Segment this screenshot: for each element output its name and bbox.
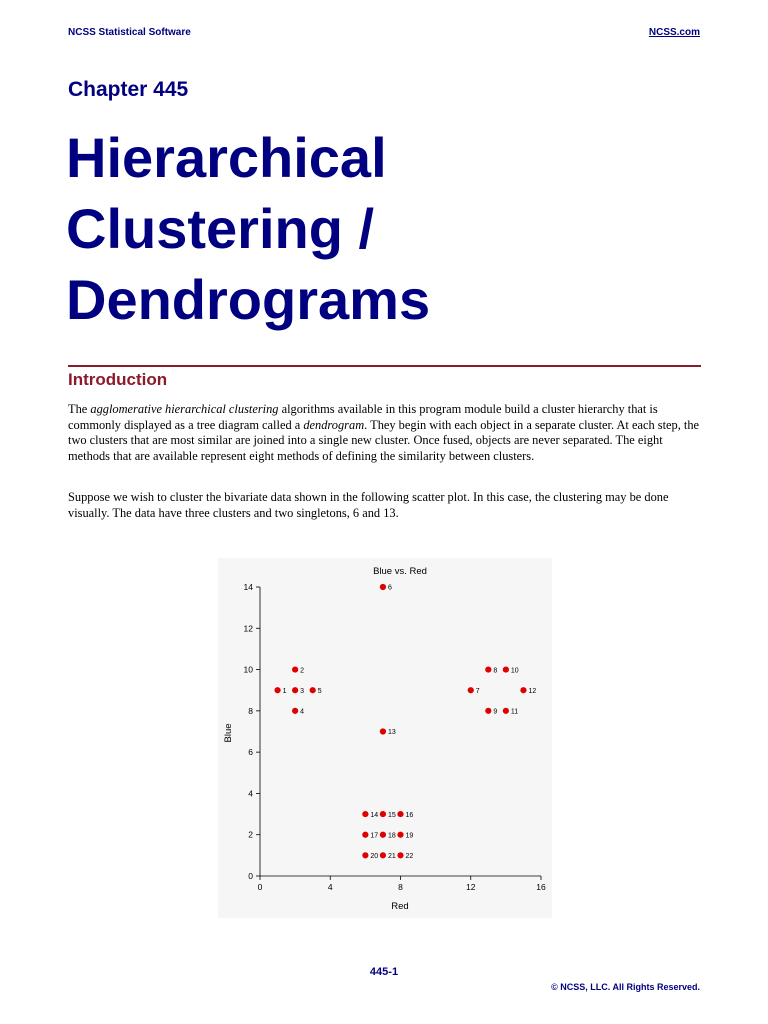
scatter-plot [218,558,552,918]
point-label-18: 18 [387,832,396,840]
data-point-2 [292,666,298,672]
data-point-10 [503,666,509,672]
data-point-17 [362,832,368,838]
x-tick-label: 4 [327,882,333,892]
point-label-22: 22 [405,853,414,861]
y-tick-label: 0 [248,871,253,881]
data-point-5 [310,687,316,693]
point-label-7: 7 [475,687,480,695]
point-label-13: 13 [387,729,396,737]
page-number: 445-1 [369,966,399,978]
point-label-15: 15 [387,811,396,819]
point-label-1: 1 [282,687,287,695]
data-point-12 [520,687,526,693]
data-point-3 [292,687,298,693]
intro-text-3: . They begin with each object in a separate cluster. At each step, the two clusters that are most similar are joined into a single new cluster. Once fused, objects are never separated. The eight methods that are available represent eight methods of defining the similarity between clusters. [68,417,700,463]
chapter-number: Chapter 445 [68,78,189,101]
x-axis-label: Red [391,901,409,912]
point-label-21: 21 [387,853,396,861]
point-label-4: 4 [300,708,305,716]
point-label-11: 11 [510,708,519,716]
point-label-9: 9 [493,708,498,716]
y-tick-label: 8 [248,705,253,716]
point-label-2: 2 [300,667,305,675]
data-point-16 [397,811,403,817]
copyright-notice: © NCSS, LLC. All Rights Reserved. [551,982,700,992]
x-tick-label: 16 [536,882,546,892]
header-site-link[interactable]: NCSS.com [648,27,700,38]
x-tick-label: 0 [257,882,263,892]
data-point-19 [397,832,403,838]
data-point-15 [380,811,386,817]
point-label-8: 8 [493,667,498,675]
chart-axes [244,582,546,892]
point-label-16: 16 [405,811,414,819]
point-label-3: 3 [300,687,305,695]
data-point-8 [485,666,491,672]
section-divider [68,365,701,367]
point-label-17: 17 [370,832,379,840]
data-point-20 [362,852,368,858]
y-tick-label: 12 [243,623,253,634]
point-label-5: 5 [317,687,322,695]
data-point-13 [380,728,386,734]
point-label-14: 14 [370,811,379,819]
data-point-4 [292,708,298,714]
data-point-11 [503,708,509,714]
chart-points [274,584,536,860]
data-point-22 [397,852,403,858]
header-software-name: NCSS Statistical Software [68,27,191,38]
intro-text-2: algorithms available in this program module build a cluster hierarchy that is commonly displayed as a tree diagram called a [68,402,658,432]
y-tick-label: 4 [248,788,253,799]
data-point-9 [485,708,491,714]
intro-paragraph [68,402,701,464]
title-line-2: Clustering / [66,197,375,260]
intro-emphasis-2: dendrogram [303,417,365,432]
data-point-6 [380,584,386,590]
title-line-3: Dendrograms [66,268,431,331]
data-point-18 [380,832,386,838]
point-label-20: 20 [370,853,379,861]
point-label-10: 10 [510,667,519,675]
document-title [66,122,430,335]
chart-title: Blue vs. Red [373,566,427,577]
scatter-intro-paragraph: Suppose we wish to cluster the bivariate data shown in the following scatter plot. In this case, the clustering may be done visually. The data have three clusters and two singletons, 6 and 13. [68,490,669,520]
data-point-21 [380,852,386,858]
y-tick-label: 6 [248,747,253,758]
point-label-6: 6 [387,584,392,592]
point-label-12: 12 [528,687,537,695]
y-tick-label: 14 [243,582,253,592]
point-label-19: 19 [405,832,414,840]
title-line-1: Hierarchical [66,126,387,189]
intro-emphasis-1: agglomerative hierarchical clustering [90,402,279,416]
y-axis-label: Blue [223,723,234,743]
section-heading-introduction: Introduction [68,370,168,389]
y-tick-label: 2 [248,829,253,840]
intro-text-1: The [68,402,91,416]
data-point-14 [362,811,368,817]
scatter-plot-svg [218,558,552,918]
x-tick-label: 12 [466,882,476,892]
x-tick-label: 8 [398,882,403,892]
data-point-7 [468,687,474,693]
y-tick-label: 10 [243,664,253,675]
data-point-1 [274,687,280,693]
